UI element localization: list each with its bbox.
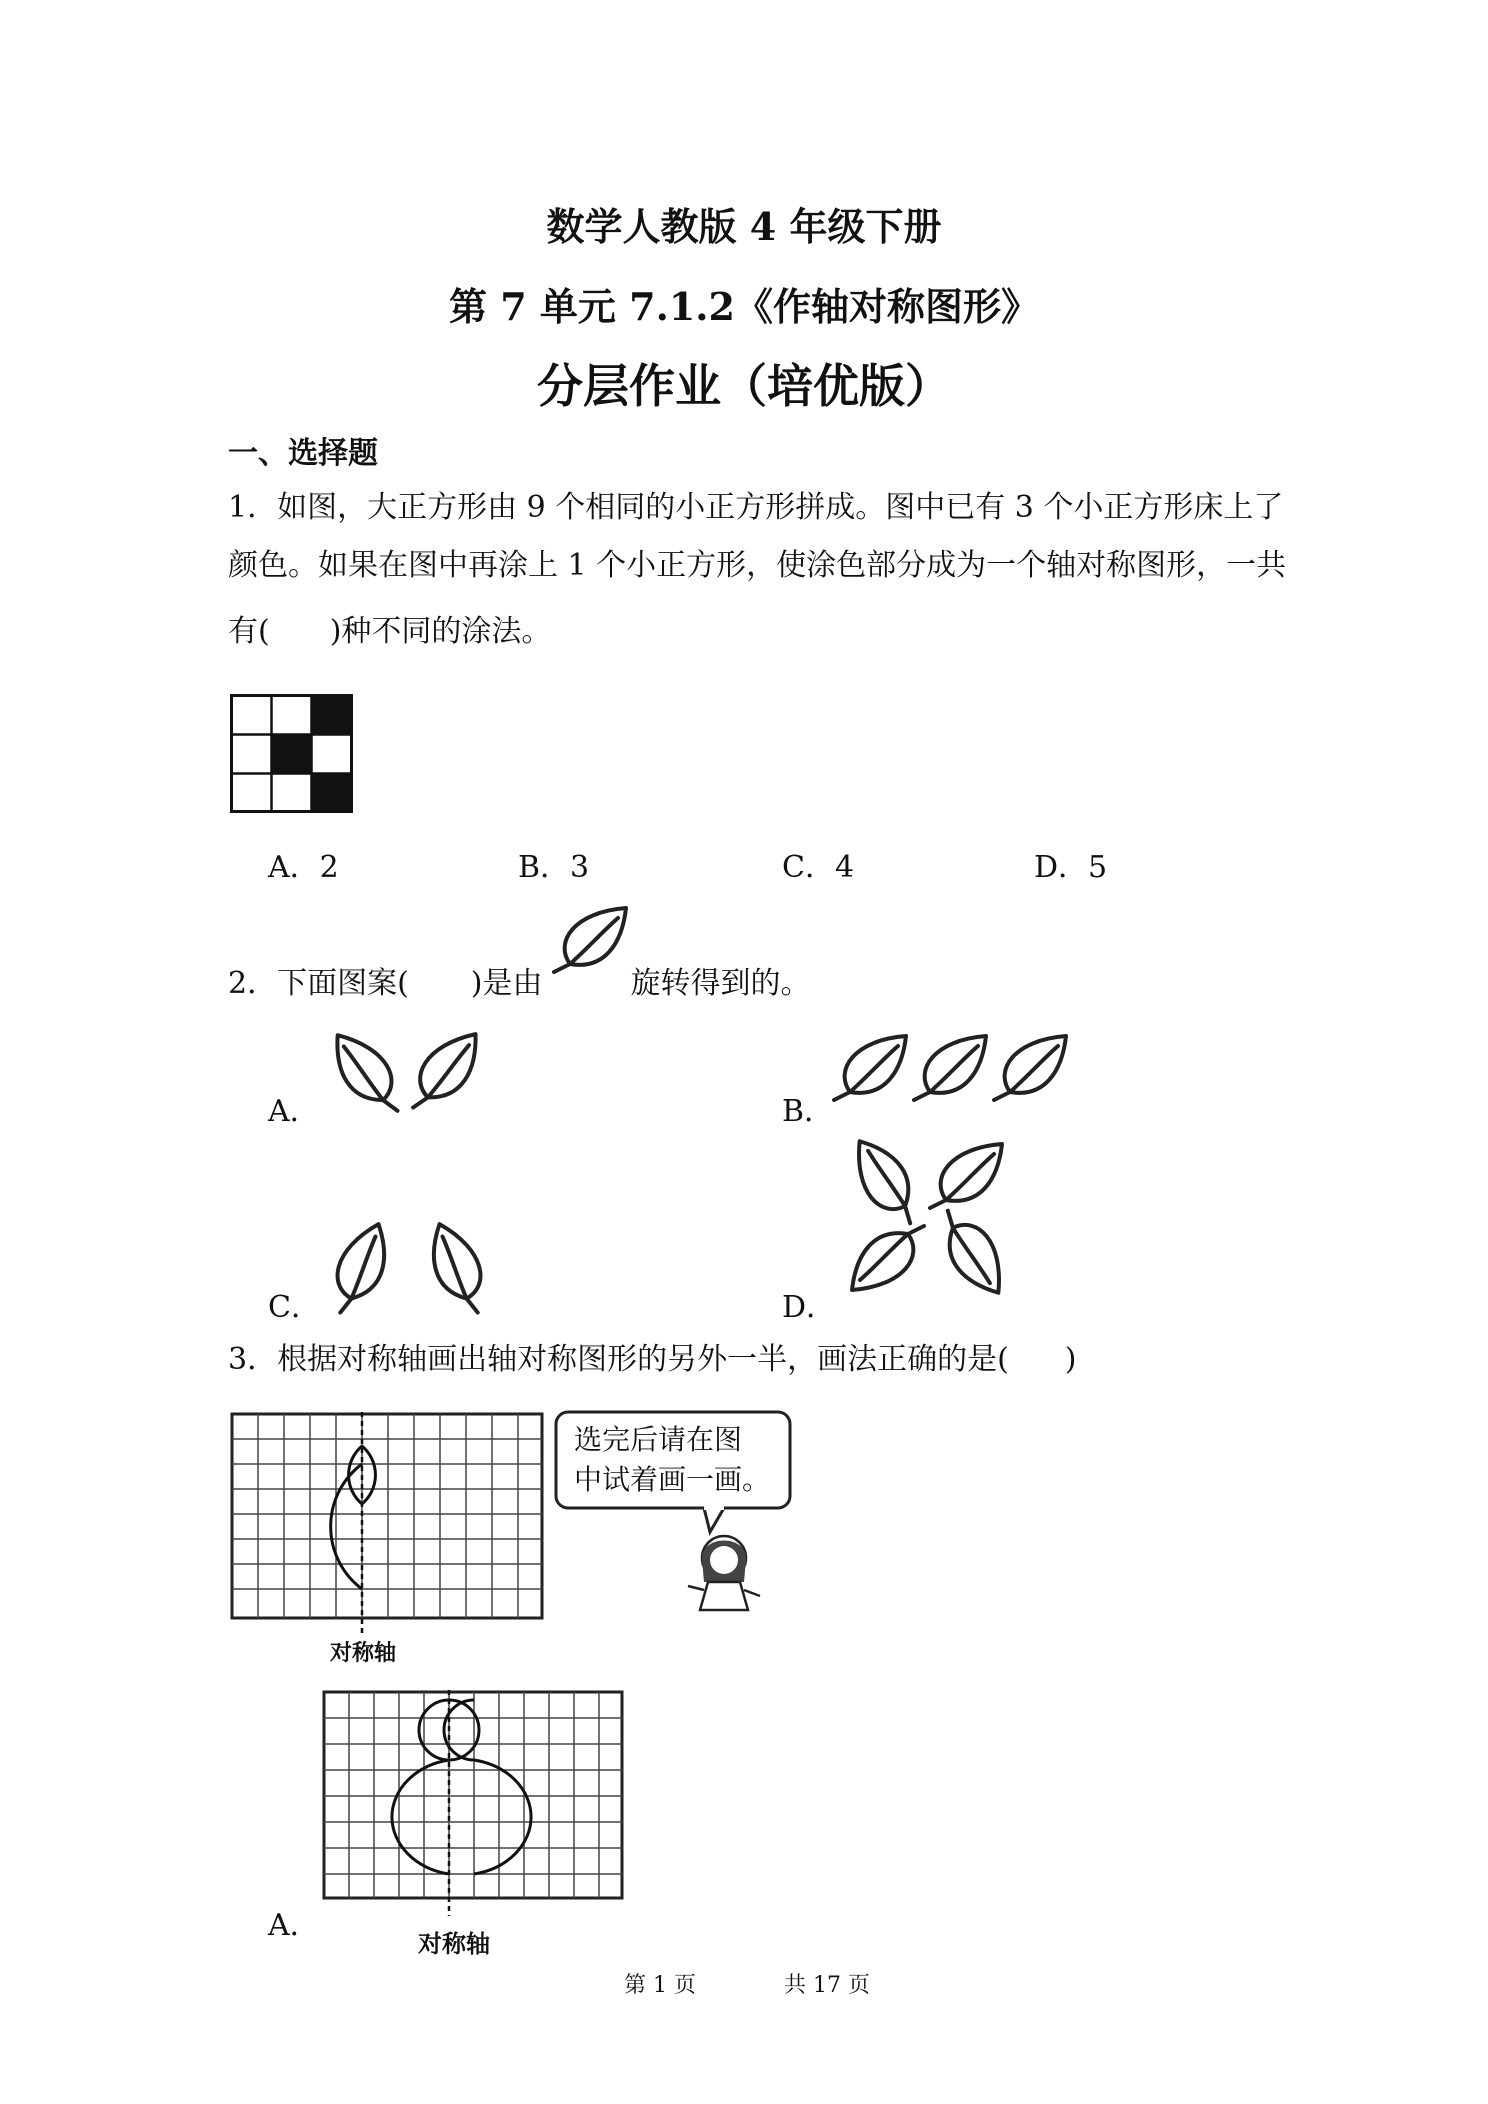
title-line-1: 数学人教版 4 年级下册 (546, 204, 942, 249)
q2-option-c[interactable]: C． (268, 1290, 321, 1325)
q2-text-mid: )是由 (470, 966, 543, 1001)
q1-option-c[interactable]: C．4 (782, 850, 855, 885)
speech-bubble-text (574, 1420, 770, 1500)
q2-option-c-figure (314, 1208, 514, 1318)
page-number: 第 1 页 (624, 1973, 696, 1998)
q3-option-a[interactable]: A． (268, 1908, 320, 1943)
q2-option-b[interactable]: B． (782, 1094, 835, 1129)
leaf-icon (313, 1224, 405, 1312)
q2-line (228, 964, 811, 1004)
q2-option-a-figure (322, 1018, 502, 1118)
q3-close: ) (1064, 1342, 1077, 1377)
q1-blank-close: )种不同的涂法。 (329, 614, 552, 649)
section-heading: 一、选择题 (228, 436, 378, 471)
page-total: 共 17 页 (784, 1973, 870, 1998)
q3-option-a-axis-label: 对称轴 (418, 1929, 490, 1958)
leaf-icon (930, 1144, 1002, 1208)
leaf-icon (852, 1226, 924, 1290)
q2-text-pre: 2．下面图案( (228, 966, 409, 1001)
q1-grid-figure (230, 694, 354, 814)
leaf-icon (914, 1036, 986, 1100)
q3-option-a-figure (322, 1690, 626, 1920)
q3-line (228, 1340, 1077, 1380)
q1-line-1: 1．如图，大正方形由 9 个相同的小正方形拼成。图中已有 3 个小正方形床上了 (228, 490, 1284, 525)
leaf-icon (556, 898, 636, 978)
q1-blank-open: 有( (228, 614, 270, 649)
q1-line-2: 颜色。如果在图中再涂上 1 个小正方形，使涂色部分成为一个轴对称图形，一共 (228, 548, 1287, 583)
leaf-icon (404, 1034, 484, 1107)
leaf-icon (847, 1141, 923, 1223)
q1-option-a[interactable]: A．2 (268, 850, 339, 885)
leaf-icon (412, 1224, 504, 1312)
q3-grid-figure (230, 1412, 546, 1632)
leaf-icon (327, 1035, 409, 1111)
title-line-2: 第 7 单元 7.1.2《作轴对称图形》 (449, 284, 1039, 329)
q2-option-d[interactable]: D． (782, 1290, 837, 1325)
q3-axis-label: 对称轴 (330, 1640, 397, 1666)
q1-line-3 (228, 612, 551, 652)
q3-text: 3．根据对称轴画出轴对称图形的另外一半，画法正确的是( (228, 1342, 1009, 1377)
q2-option-a[interactable]: A． (268, 1094, 320, 1129)
q2-option-d-figure (834, 1128, 1024, 1308)
speech-line-1: 选完后请在图 (574, 1423, 743, 1456)
leaf-icon (834, 1036, 906, 1100)
q2-option-b-figure (830, 1014, 1080, 1114)
q2-text-post: 旋转得到的。 (630, 966, 811, 1001)
leaf-icon (994, 1036, 1066, 1100)
speech-line-2: 中试着画一画。 (574, 1463, 771, 1496)
q1-option-d[interactable]: D．5 (1034, 850, 1108, 885)
q1-option-b[interactable]: B．3 (518, 850, 590, 885)
leaf-icon (935, 1211, 1011, 1293)
title-line-3: 分层作业（培优版） (537, 359, 951, 413)
